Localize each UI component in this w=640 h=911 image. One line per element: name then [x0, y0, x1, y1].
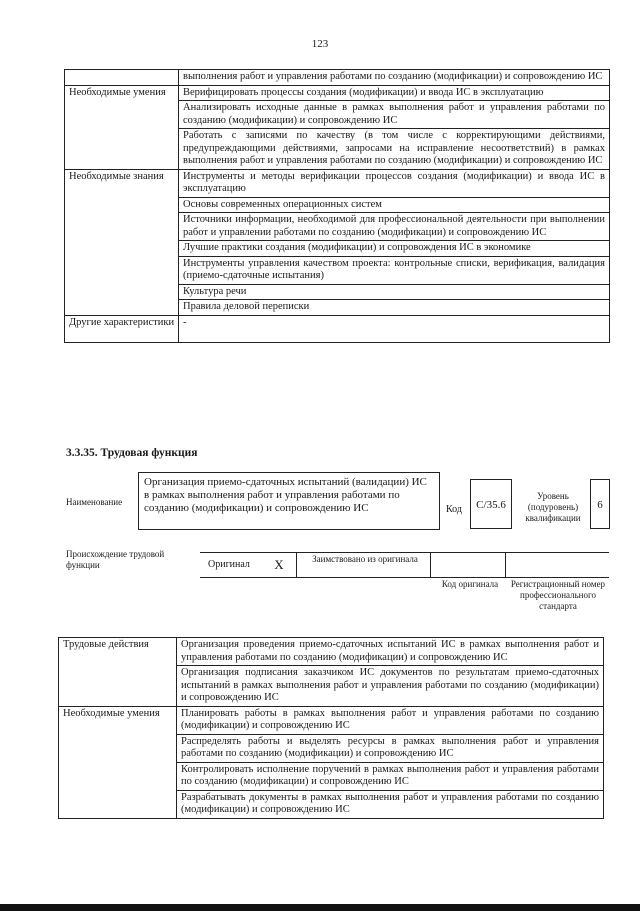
level-box [590, 479, 610, 529]
skill-item: Анализировать исходные данные в рамках выполнения работ и управления работами по созданию (модификации) и сопровождению ИС [179, 101, 610, 129]
empty-label-cell [65, 70, 179, 86]
function-name-box [138, 472, 440, 530]
level-label: Уровень (подуровень) квалификации [525, 491, 581, 523]
skill-item: Работать с записями по качеству (в том числе с корректирующими действиями, предупреждающими действиями, запросами на исправление несоответствий) в рамках выполнения работ и управления работами по созданию (модификации) и сопровождению ИС [179, 129, 610, 170]
origin-row [200, 552, 609, 578]
knowledge-label: Необходимые знания [65, 169, 179, 315]
page-number: 123 [311, 38, 329, 50]
knowledge-item: Правила деловой переписки [179, 300, 610, 316]
skill-item: Контролировать исполнение поручений в рамках выполнения работ и управления работами по созданию (модификации) и сопровождению ИС [177, 762, 604, 790]
skill-item: Распределять работы и выделять ресурсы в рамках выполнения работ и управления работами по созданию (модификации) и сопровождению ИС [177, 734, 604, 762]
skill-item: Планировать работы в рамках выполнения работ и управления работами по созданию (модификации) и сопровождению ИС [177, 706, 604, 734]
table-row [59, 706, 604, 734]
knowledge-item: Источники информации, необходимой для профессиональной деятельности при выполнении работ и управлении работами по созданию (модификации) и сопровождению ИС [179, 213, 610, 241]
code-orig-label: Код оригинала [441, 579, 499, 589]
other-label: Другие характеристики [65, 315, 179, 342]
table-row [65, 169, 610, 197]
reg-number-label: Регистрационный номер профессионального стандарта [510, 579, 606, 611]
continuation-cell: выполнения работ и управления работами по созданию (модификации) и сопровождению ИС [179, 70, 610, 86]
other-value: - [179, 315, 610, 342]
action-item: Организация проведения приемо-сдаточных испытаний ИС в рамках выполнения работ и управления работами по созданию (модификации) и сопровождению ИС [177, 638, 604, 666]
skill-item: Разрабатывать документы в рамках выполнения работ и управления работами по созданию (модификации) и сопровождению ИС [177, 790, 604, 818]
scan-edge [0, 904, 640, 911]
action-item: Организация подписания заказчиком ИС документов по результатам приемо-сдаточных испытаний в рамках выполнения работ и управления работами по созданию (модификации) и сопровождению ИС [177, 666, 604, 707]
original-mark: X [274, 557, 284, 572]
knowledge-item: Культура речи [179, 284, 610, 300]
level-value: 6 [597, 499, 603, 511]
skills-label: Необходимые умения [65, 85, 179, 169]
code-label: Код [446, 504, 462, 515]
table-row [59, 638, 604, 666]
code-box [470, 479, 512, 529]
actions-label: Трудовые действия [59, 638, 177, 707]
table-row [65, 315, 610, 342]
knowledge-item: Инструменты и методы верификации процессов создания (модификации) и ввода ИС в эксплуатацию [179, 169, 610, 197]
knowledge-item: Лучшие практики создания (модификации) и сопровождения ИС в экономике [179, 241, 610, 257]
function-table [58, 637, 604, 819]
function-name: Организация приемо-сдаточных испытаний (валидации) ИС в рамках выполнения работ и управления работами по созданию (модификации) и сопровождению ИС [144, 476, 427, 514]
original-label: Оригинал [208, 559, 250, 570]
knowledge-item: Основы современных операционных систем [179, 197, 610, 213]
code-value: C/35.6 [476, 499, 506, 511]
borrowed-label: Заимствовано из оригинала [312, 554, 418, 564]
origin-label: Происхождение трудовой функции [66, 549, 165, 570]
name-label: Наименование [66, 497, 123, 507]
skills-label: Необходимые умения [59, 706, 177, 818]
section-title: 3.3.35. Трудовая функция [66, 447, 198, 459]
knowledge-item: Инструменты управления качеством проекта: контрольные списки, верификация, валидация (приемо-сдаточные испытания) [179, 256, 610, 284]
table-row [65, 85, 610, 101]
table-row [65, 70, 610, 86]
requirements-table [64, 69, 610, 343]
skill-item: Верифицировать процессы создания (модификации) и ввода ИС в эксплуатацию [179, 85, 610, 101]
